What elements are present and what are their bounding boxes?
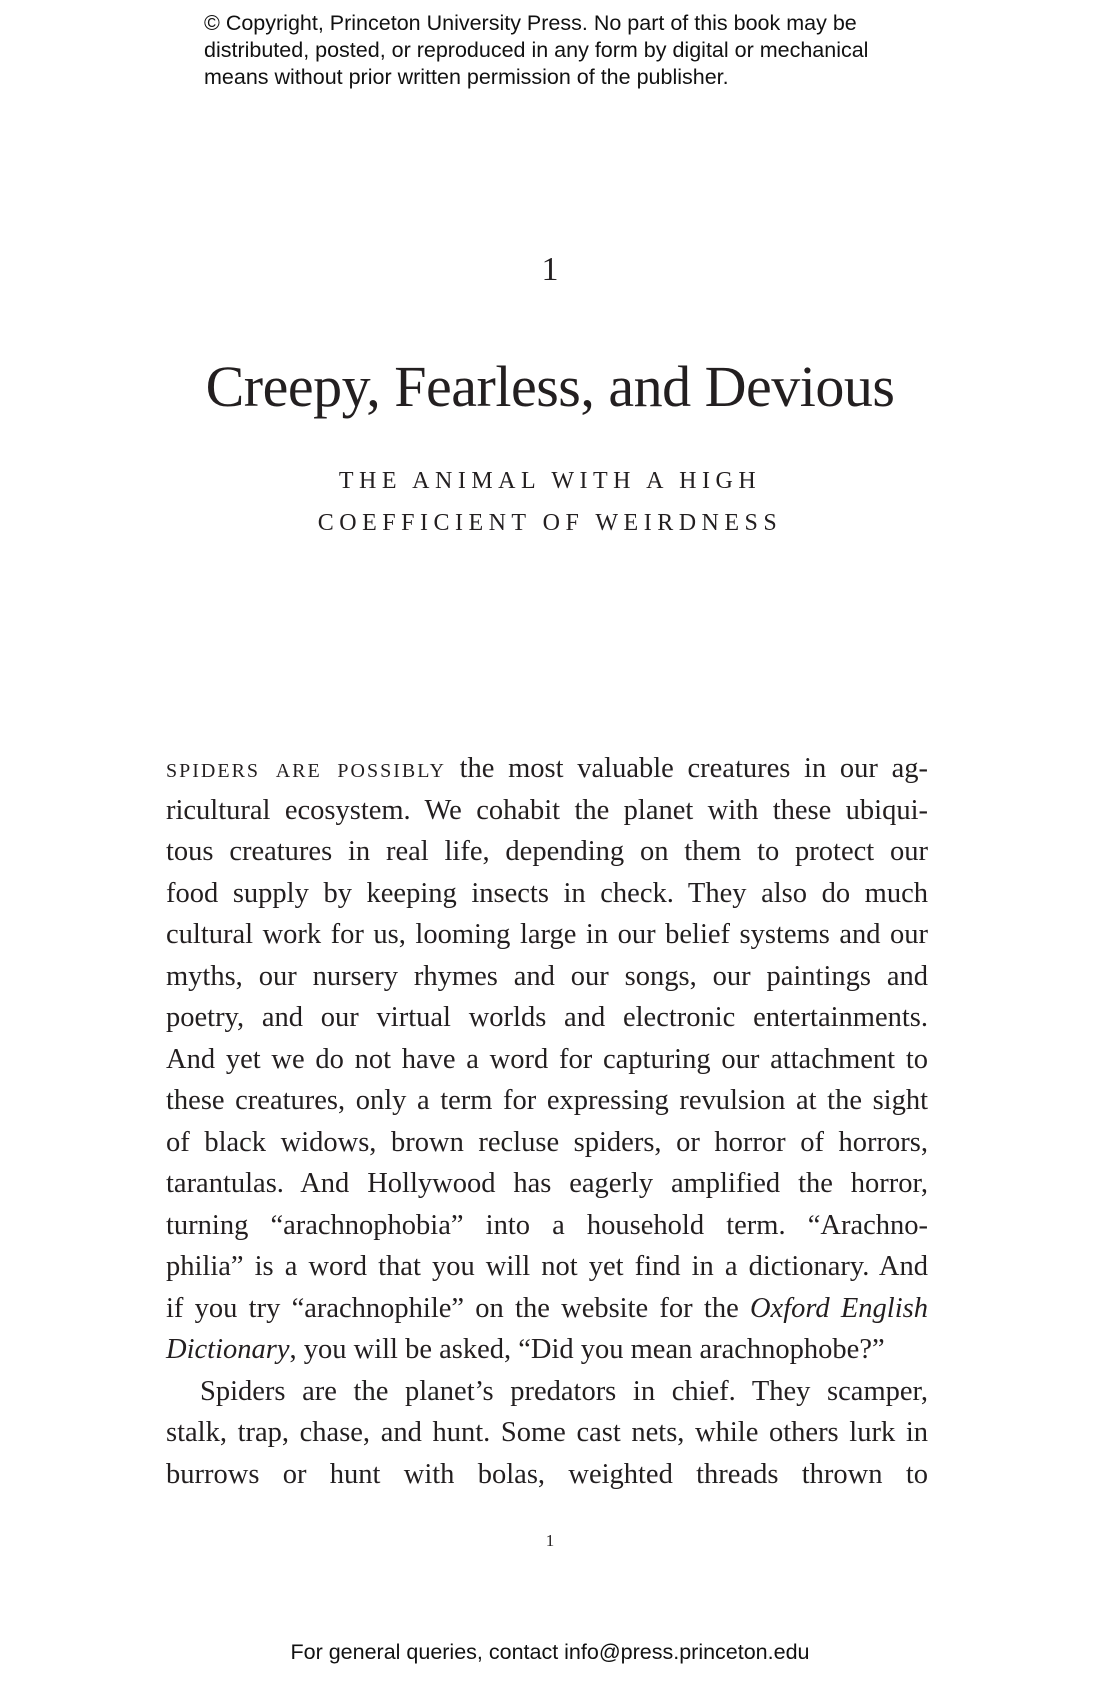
copyright-line: means without prior written permission of the publisher.: [204, 65, 729, 89]
text-line: food supply by keeping insects in check. They also do much: [166, 877, 928, 909]
copyright-line: distributed, posted, or reproduced in any form by digital or mechanical: [204, 38, 869, 62]
text-fragment: the most valuable creatures in our ag-: [445, 753, 928, 784]
text-line: tous creatures in real life, depending on them to protect our: [166, 836, 928, 867]
subtitle-line: COEFFICIENT OF WEIRDNESS: [317, 510, 783, 536]
copyright-line: © Copyright, Princeton University Press. No part of this book may be: [204, 11, 857, 35]
text-line: [166, 748, 928, 790]
body-text: [166, 748, 928, 1495]
subtitle-line: THE ANIMAL WITH A HIGH: [338, 468, 762, 494]
text-line: Spiders are the planet’s predators in chief. They scamper,: [200, 1375, 928, 1407]
text-line: turning “arachnophobia” into a household term. “Arachno-: [166, 1209, 928, 1241]
text-line: poetry, and our virtual worlds and electronic entertainments.: [166, 1002, 928, 1033]
text-line: ricultural ecosystem. We cohabit the planet with these ubiqui-: [166, 794, 928, 826]
chapter-title: Creepy, Fearless, and Devious: [205, 354, 895, 419]
lead-in-smallcaps: spiders are possibly: [166, 753, 446, 784]
text-line: burrows or hunt with bolas, weighted threads thrown to: [166, 1458, 928, 1490]
italic-title: Oxford English: [749, 1292, 928, 1324]
page-number: 1: [545, 1531, 555, 1550]
text-line: cultural work for us, looming large in our belief systems and our: [166, 919, 928, 950]
chapter-subtitle: [0, 460, 1100, 544]
text-line: [166, 1329, 928, 1371]
text-line: And yet we do not have a word for capturing our attachment to: [166, 1043, 928, 1075]
contact-footer: For general queries, contact info@press.princeton.edu: [290, 1640, 810, 1664]
text-line: tarantulas. And Hollywood has eagerly amplified the horror,: [166, 1168, 928, 1199]
copyright-notice: [204, 10, 984, 91]
text-line: of black widows, brown recluse spiders, or horror of horrors,: [166, 1126, 928, 1158]
text-line: stalk, trap, chase, and hunt. Some cast nets, while others lurk in: [166, 1417, 928, 1448]
text-line: myths, our nursery rhymes and our songs, our paintings and: [166, 960, 928, 992]
text-fragment: , you will be asked, “Did you mean arachnophobe?”: [289, 1334, 885, 1365]
chapter-number: 1: [541, 251, 559, 288]
text-line: [166, 1288, 928, 1330]
italic-title: Dictionary: [166, 1334, 290, 1365]
text-line: philia” is a word that you will not yet find in a dictionary. And: [166, 1251, 928, 1282]
text-fragment: if you try “arachnophile” on the website for the: [166, 1292, 750, 1324]
text-line: these creatures, only a term for expressing revulsion at the sight: [166, 1085, 928, 1116]
